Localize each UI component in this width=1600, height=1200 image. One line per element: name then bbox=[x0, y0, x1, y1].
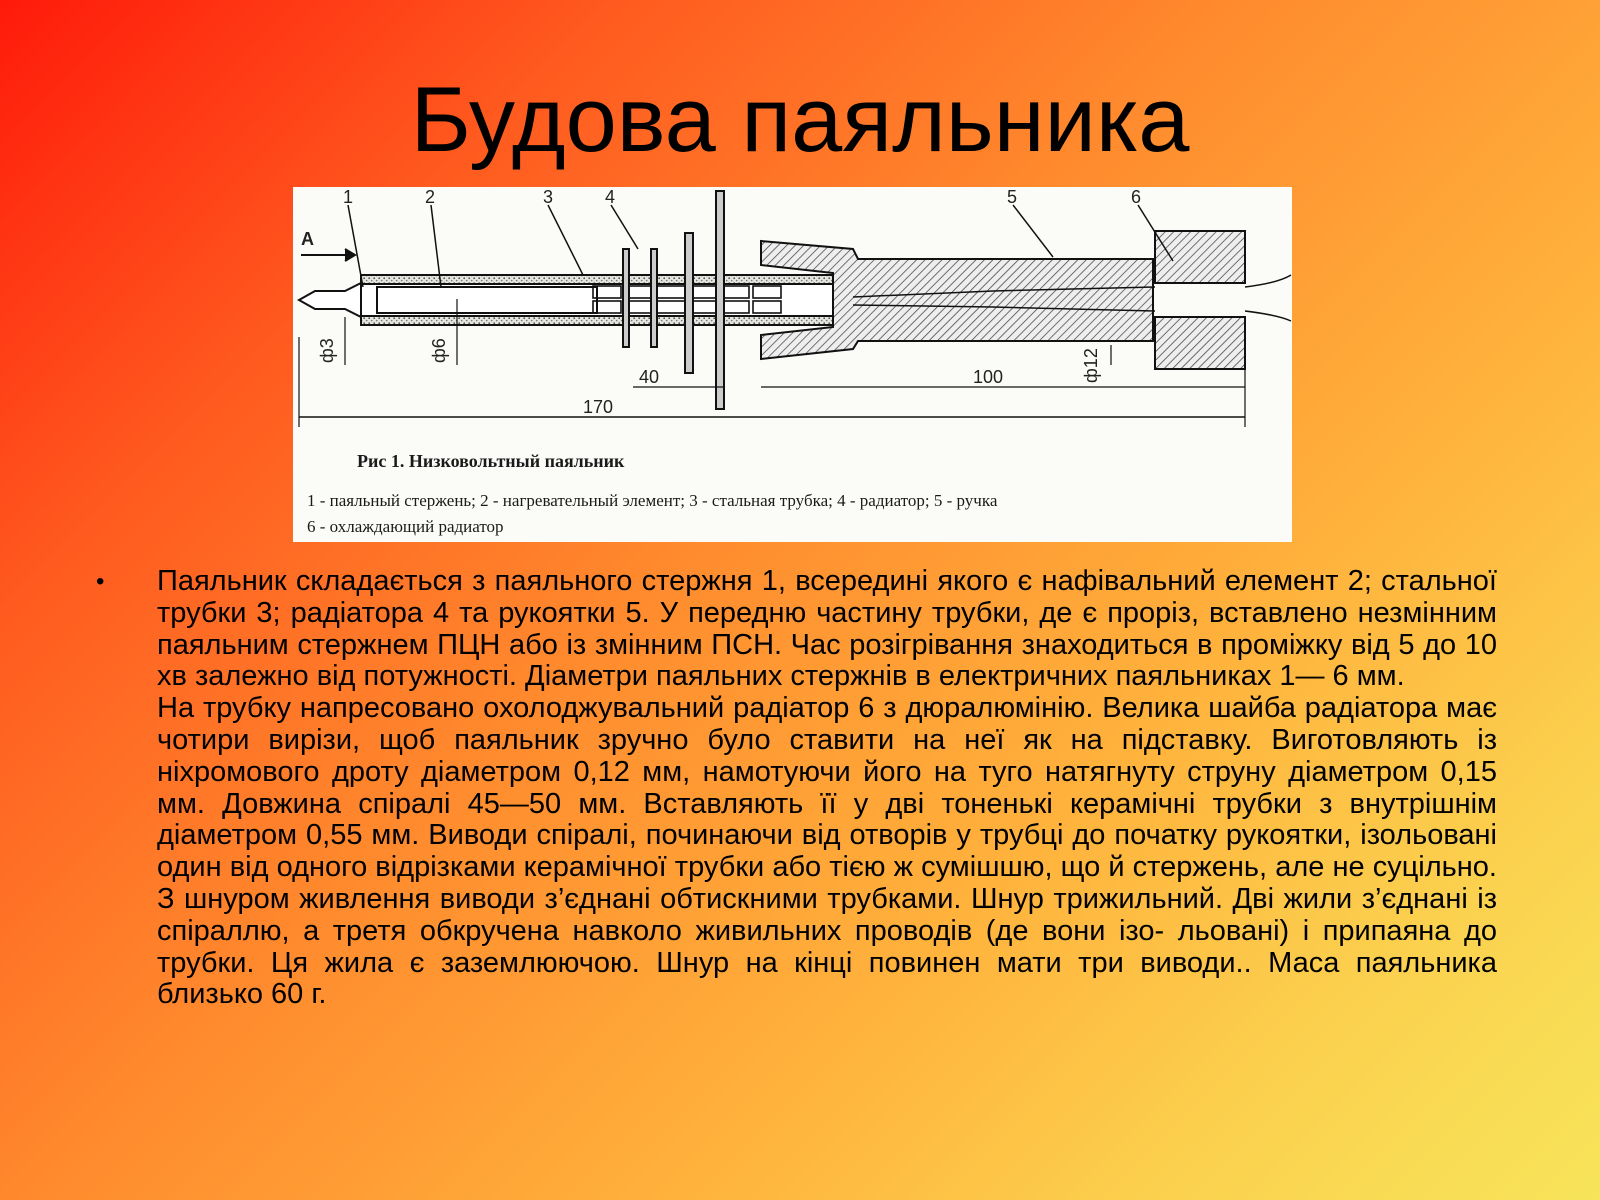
dim-phi3: ф3 bbox=[317, 338, 337, 363]
part-label-3: 3 bbox=[543, 187, 554, 207]
part-label-4: 4 bbox=[605, 187, 616, 207]
part-label-2: 2 bbox=[425, 187, 436, 207]
part-label-6: 6 bbox=[1131, 187, 1142, 207]
dim-170: 170 bbox=[583, 397, 614, 417]
bullet-marker: • bbox=[96, 568, 105, 595]
soldering-iron-diagram bbox=[293, 187, 1292, 542]
dim-phi6: ф6 bbox=[429, 338, 449, 363]
body-text bbox=[157, 566, 1497, 1011]
part-label-1: 1 bbox=[343, 187, 354, 207]
dim-phi12: ф12 bbox=[1081, 348, 1101, 383]
diagram-drawing bbox=[293, 187, 1292, 447]
figure-legend-line-2: 6 - охлаждающий радиатор bbox=[307, 517, 504, 536]
figure-caption: Рис 1. Низковольтный паяльник bbox=[357, 451, 625, 471]
paragraph-2: На трубку напресовано охолоджувальний радіатор 6 з дюралюмінію. Велика шайба радіатора має чотири вирізи, щоб паяльник зручно було ставити на неї як на підставку. Виготовляють із ніхромового дроту діаметром 0,12 мм, намотуючи його на туго натягнуту струну діаметром 0,15 мм. Довжина спіралі 45—50 мм. Вставляють її у дві тоненькі керамічні трубки з внутрішнім діаметром 0,55 мм. Виводи спіралі, починаючи від отворів у трубці до початку рукоятки, ізольовані один від одного відрізками керамічної трубки або тією ж сумішшю, що й стержень, але не суцільно. З шнуром живлення виводи з’єднані обтискними трубками. Шнур трижильний. Дві жили з’єднані із спіраллю, а третя обкручена навколо живильних проводів (де вони ізо- льовані) і припаяна до трубки. Ця жила є заземлюючою. Шнур на кінці повинен мати три виводи.. Маса паяльника близько 60 г. bbox=[157, 692, 1497, 1011]
figure-legend-line-1: 1 - паяльный стержень; 2 - нагревательный элемент; 3 - стальная трубка; 4 - радиатор; 5 - ручка bbox=[307, 491, 998, 510]
direction-label-a: A bbox=[301, 229, 314, 249]
dim-40: 40 bbox=[639, 367, 660, 387]
part-label-5: 5 bbox=[1007, 187, 1018, 207]
paragraph-1: Паяльник складається з паяльного стержня 1, всередині якого є нафівальний елемент 2; стальної трубки 3; радіатора 4 та рукоятки 5. У передню частину трубки, де є проріз, вставлено незмінним паяльним стержнем ПЦН або із змінним ПСН. Час розігрівання знаходиться в проміжку від 5 до 10 хв залежно від потужності. Діаметри паяльних стержнів в електричних паяльниках 1— 6 мм. bbox=[157, 565, 1497, 693]
slide-title: Будова паяльника bbox=[410, 69, 1190, 171]
dim-100: 100 bbox=[973, 367, 1004, 387]
